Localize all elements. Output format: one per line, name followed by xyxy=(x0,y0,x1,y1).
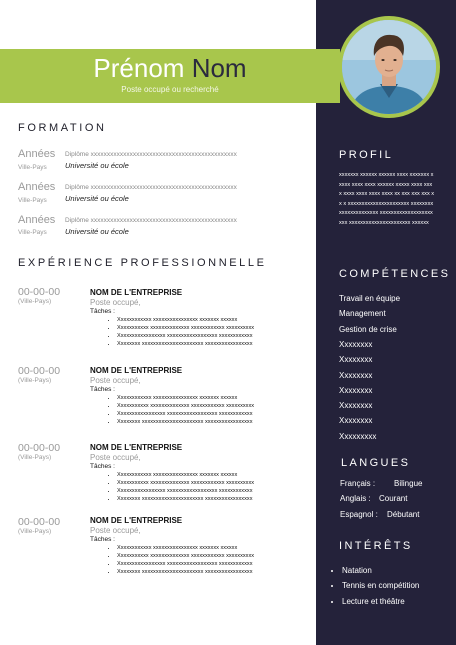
experience-date: 00-00-00 xyxy=(18,286,61,298)
experience-place: (Ville-Pays) xyxy=(18,377,52,384)
experience-place: (Ville-Pays) xyxy=(18,454,52,461)
interest-item: • Lecture et théâtre xyxy=(342,594,419,609)
skill-item: Xxxxxxxx xyxy=(339,371,373,380)
experience-company: NOM DE L'ENTREPRISE xyxy=(90,516,183,525)
interest-item: • Natation xyxy=(342,563,419,578)
experience-job: Poste occupé, xyxy=(90,526,141,535)
experience-date: 00-00-00 xyxy=(18,516,61,528)
task-item: • Xxxxxxxxxxx xxxxxxxxxxxxxx xxxxxxxxxxxx xxxxxxxxxx xyxy=(117,552,327,560)
experience-company: NOM DE L'ENTREPRISE xyxy=(90,366,183,375)
skill-item: Management xyxy=(339,309,386,318)
experience-date: 00-00-00 xyxy=(18,442,61,454)
task-item: • Xxxxxxxxxxxxxxxxx xxxxxxxxxxxxxxxxxx xxxxxxxxxxxx xyxy=(117,332,327,340)
language-level: Bilingue xyxy=(394,479,423,488)
task-item: • Xxxxxxxxxxx xxxxxxxxxxxxxx xxxxxxxxxxxx xxxxxxxxxx xyxy=(117,324,327,332)
experience-tasks-label: Tâches : xyxy=(90,386,115,393)
education-year: Années xyxy=(18,214,56,226)
education-school: Université ou école xyxy=(65,194,129,203)
task-item: • Xxxxxxxxxxxxxxxxx xxxxxxxxxxxxxxxxxx xxxxxxxxxxxx xyxy=(117,410,327,418)
skill-item: Xxxxxxxx xyxy=(339,401,373,410)
interests-list xyxy=(333,563,419,609)
interest-item: • Tennis en compétition xyxy=(342,578,419,593)
experience-task-list xyxy=(103,316,327,348)
experience-place: (Ville-Pays) xyxy=(18,528,52,535)
education-year: Années xyxy=(18,181,56,193)
task-item: • Xxxxxxxxxxxx xxxxxxxxxxxxxxxx xxxxxxx xxxxxx xyxy=(117,394,327,402)
experience-tasks-label: Tâches : xyxy=(90,536,115,543)
task-item: • Xxxxxxxxxxx xxxxxxxxxxxxxx xxxxxxxxxxxx xxxxxxxxxx xyxy=(117,402,327,410)
experience-task-list xyxy=(103,471,327,503)
langues-title: LANGUES xyxy=(341,457,411,469)
skill-item: Travail en équipe xyxy=(339,294,401,303)
first-name: Prénom xyxy=(93,53,185,83)
skill-item: Xxxxxxxx xyxy=(339,340,373,349)
education-place: Ville-Pays xyxy=(18,164,47,171)
task-item: • Xxxxxxxx xxxxxxxxxxxxxxxxxxxxxx xxxxxxxxxxxxxxxxx xyxy=(117,340,327,348)
language-level: Débutant xyxy=(387,510,420,519)
task-item: • Xxxxxxxx xxxxxxxxxxxxxxxxxxxxxx xxxxxxxxxxxxxxxxx xyxy=(117,568,327,576)
education-place: Ville-Pays xyxy=(18,229,47,236)
skill-item: Xxxxxxxx xyxy=(339,386,373,395)
experience-job: Poste occupé, xyxy=(90,453,141,462)
profil-title: PROFIL xyxy=(339,149,394,161)
interets-title: INTÉRÊTS xyxy=(339,540,413,552)
task-item: • Xxxxxxxx xxxxxxxxxxxxxxxxxxxxxx xxxxxxxxxxxxxxxxx xyxy=(117,418,327,426)
profil-text: xxxxxxx xxxxxx xxxxxx xxxx xxxxxxx xxxxx xxxx xxxx xxxxxx xxxxx xxxx xxxx xxxx xxxx xxxx xxxx xx xxx xxx xxx xx x xxxxxxxxxxxxxxxxxxxxxx xxxxxxxxxxxxxxxxxxxxxx xxxxxxxxxxxxxxxxxxxxxx xxxxxxxxxxxxxxxxxxxxxx xxxxxx xyxy=(339,172,435,226)
experience-date: 00-00-00 xyxy=(18,365,61,377)
education-year: Années xyxy=(18,148,56,160)
skill-item: Xxxxxxxxx xyxy=(339,432,377,441)
experience-task-list xyxy=(103,394,327,426)
candidate-name xyxy=(0,53,340,83)
portrait-illustration xyxy=(342,20,436,114)
task-item: • Xxxxxxxxxxxx xxxxxxxxxxxxxxxx xxxxxxx xxxxxx xyxy=(117,544,327,552)
education-place: Ville-Pays xyxy=(18,197,47,204)
experience-tasks-label: Tâches : xyxy=(90,463,115,470)
language-name: Espagnol : xyxy=(340,510,378,519)
experience-company: NOM DE L'ENTREPRISE xyxy=(90,443,183,452)
job-title: Poste occupé ou recherché xyxy=(121,85,219,94)
task-item: • Xxxxxxxxxxxx xxxxxxxxxxxxxxxx xxxxxxx xxxxxx xyxy=(117,316,327,324)
education-diploma: Diplôme xxxxxxxxxxxxxxxxxxxxxxxxxxxxxxxxxxxxxxxxxxxxx xyxy=(65,151,237,158)
education-diploma: Diplôme xxxxxxxxxxxxxxxxxxxxxxxxxxxxxxxxxxxxxxxxxxxxx xyxy=(65,217,237,224)
education-school: Université ou école xyxy=(65,227,129,236)
formation-title: FORMATION xyxy=(18,122,107,134)
experience-place: (Ville-Pays) xyxy=(18,298,52,305)
skill-item: Xxxxxxxx xyxy=(339,416,373,425)
education-diploma: Diplôme xxxxxxxxxxxxxxxxxxxxxxxxxxxxxxxxxxxxxxxxxxxxx xyxy=(65,184,237,191)
experience-task-list xyxy=(103,544,327,576)
competences-title: COMPÉTENCES xyxy=(339,268,451,280)
task-item: • Xxxxxxxxxxx xxxxxxxxxxxxxx xxxxxxxxxxxx xxxxxxxxxx xyxy=(117,479,327,487)
experience-tasks-label: Tâches : xyxy=(90,308,115,315)
task-item: • Xxxxxxxxxxxxxxxxx xxxxxxxxxxxxxxxxxx xxxxxxxxxxxx xyxy=(117,487,327,495)
experience-title: EXPÉRIENCE PROFESSIONNELLE xyxy=(18,257,267,269)
task-item: • Xxxxxxxxxxxxxxxxx xxxxxxxxxxxxxxxxxx xxxxxxxxxxxx xyxy=(117,560,327,568)
task-item: • Xxxxxxxx xxxxxxxxxxxxxxxxxxxxxx xxxxxxxxxxxxxxxxx xyxy=(117,495,327,503)
experience-job: Poste occupé, xyxy=(90,376,141,385)
education-school: Université ou école xyxy=(65,161,129,170)
skill-item: Gestion de crise xyxy=(339,325,397,334)
profile-photo xyxy=(342,20,436,114)
experience-job: Poste occupé, xyxy=(90,298,141,307)
language-name: Anglais : xyxy=(340,494,371,503)
experience-company: NOM DE L'ENTREPRISE xyxy=(90,288,183,297)
task-item: • Xxxxxxxxxxxx xxxxxxxxxxxxxxxx xxxxxxx xxxxxx xyxy=(117,471,327,479)
language-level: Courant xyxy=(379,494,408,503)
language-name: Français : xyxy=(340,479,376,488)
last-name: Nom xyxy=(191,53,247,83)
skill-item: Xxxxxxxx xyxy=(339,355,373,364)
